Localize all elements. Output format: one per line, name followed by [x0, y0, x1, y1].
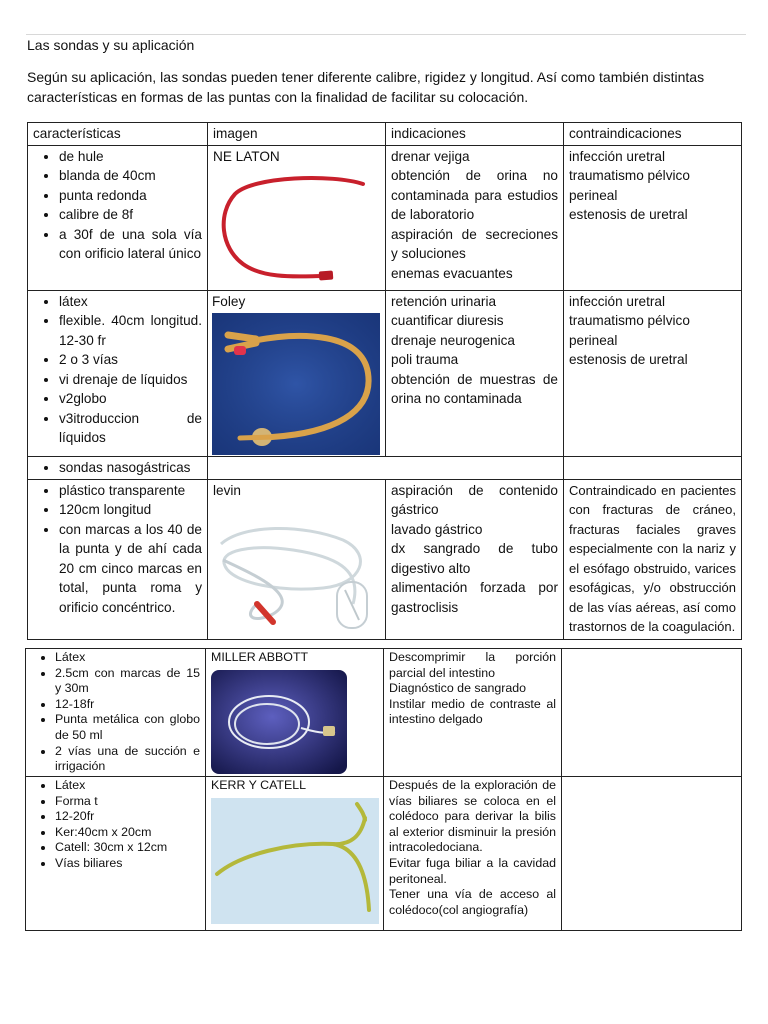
feature-item: • 2 o 3 vías [59, 350, 202, 370]
image-cell [206, 649, 384, 777]
contraindications-cell [564, 145, 742, 290]
features-cell [28, 290, 208, 457]
feature-item: • Punta metálica con globo de 50 ml [55, 712, 200, 743]
indications-cell [386, 145, 564, 290]
feature-item: • v2globo [59, 389, 202, 409]
contraindication-item: estenosis de uretral [569, 352, 688, 367]
indication-item: drenar vejiga [391, 148, 470, 164]
feature-item: • flexible. 40cm longitud. 12-30 fr [59, 311, 202, 350]
page-title: Las sondas y su aplicación [27, 37, 195, 53]
contraindication-item: traumatismo pélvico perineal [569, 313, 690, 348]
indication-item: retención urinaria [391, 293, 497, 309]
feature-item: • 120cm longitud [59, 500, 202, 520]
feature-item: • Látex [55, 650, 200, 666]
contraindication-item: infección uretral [569, 293, 665, 309]
indication-item: obtención de orina no contaminada para estudios de laboratorio [391, 168, 558, 222]
features-cell [26, 777, 206, 931]
indication-item: cuantificar diuresis [391, 313, 504, 328]
feature-item: • a 30f de una sola vía con orificio lateral único [59, 225, 202, 264]
table-row-levin [28, 479, 742, 639]
header-indications: indicaciones [386, 123, 564, 146]
feature-item: • látex [59, 292, 202, 312]
header-features: características [28, 123, 208, 146]
indication-item: Instilar medio de contraste al intestino delgado [389, 696, 556, 727]
header-contraindications: contraindicaciones [564, 123, 742, 146]
table-row-section [28, 457, 742, 480]
contraindications-cell [562, 649, 742, 777]
image-title: levin [213, 482, 241, 498]
feature-item: • Catell: 30cm x 12cm [55, 840, 200, 856]
feature-item: • 2 vías una de succión e irrigación [55, 744, 200, 775]
image-title: KERR Y CATELL [211, 778, 307, 792]
header-image: imagen [208, 123, 386, 146]
image-title: MILLER ABBOTT [211, 650, 309, 664]
feature-item: • blanda de 40cm [59, 166, 202, 186]
feature-item: • con marcas a los 40 de la punta y de ahí cada 20 cm cinco marcas en total, punta roma y orificio concéntrico. [59, 520, 202, 618]
contraindications-cell: Contraindicado en pacientes con fracturas de cráneo, fracturas faciales graves especialmente con la nariz y el esófago obstruido, varices esofágicas, y/o obstrucción de las vías aéreas, así como trastornos de la coagulación. [564, 479, 742, 639]
feature-item: • calibre de 8f [59, 205, 202, 225]
image-title: Foley [212, 293, 246, 309]
features-cell [28, 145, 208, 290]
feature-item: • punta redonda [59, 186, 202, 206]
intro-paragraph: Según su aplicación, las sondas pueden tener diferente calibre, rigidez y longitud. Así como también distintas características en formas de las puntas con la finalidad de facilitar su colocación. [27, 69, 705, 105]
contraindications-cell [564, 290, 742, 457]
feature-item: • Látex [55, 778, 200, 794]
feature-item: • 2.5cm con marcas de 15 y 30m [55, 666, 200, 697]
indication-item: alimentación forzada por gastroclisis [391, 580, 558, 615]
table-row-foley [28, 290, 742, 457]
kerr-t-tube-image [211, 798, 379, 924]
indication-item: Después de la exploración de vías biliares se coloca en el colédoco para derivar la bilis al exterior disminuir la presión intracoledociana. [389, 778, 556, 855]
image-cell [208, 479, 386, 639]
feature-item: • Forma t [55, 794, 200, 810]
image-title: NE LATON [213, 148, 280, 164]
indication-item: obtención de muestras de orina no contaminada [391, 371, 558, 406]
table-row-miller-abbott [26, 649, 742, 777]
image-cell [206, 777, 384, 931]
feature-item: • Vías biliares [55, 856, 200, 872]
features-cell [26, 649, 206, 777]
miller-abbott-tube-image [211, 670, 347, 774]
contraindication-item: estenosis de uretral [569, 207, 688, 222]
contraindications-cell [562, 777, 742, 931]
table-header-row [28, 123, 742, 146]
nelaton-catheter-image [213, 170, 379, 288]
indication-item: Tener una vía de acceso al colédoco(col angiografía) [389, 887, 556, 917]
section-label: • sondas nasogástricas [59, 458, 202, 478]
table-row-nelaton [28, 145, 742, 290]
feature-item: • Ker:40cm x 20cm [55, 825, 200, 841]
table-row-kerr-catell [26, 777, 742, 931]
image-cell [208, 290, 386, 457]
indication-item: Descomprimir la porción parcial del intestino [389, 650, 556, 680]
indications-cell [386, 290, 564, 457]
indications-cell [384, 777, 562, 931]
feature-item: • vi drenaje de líquidos [59, 370, 202, 390]
indication-item: dx sangrado de tubo digestivo alto [391, 541, 558, 576]
indication-item: poli trauma [391, 352, 459, 367]
indication-item: aspiración de contenido gástrico [391, 482, 558, 517]
indication-item: Evitar fuga biliar a la cavidad peritoneal. [389, 855, 556, 886]
top-rule [26, 34, 746, 35]
feature-item: • de hule [59, 147, 202, 167]
catheter-table-1 [27, 122, 742, 640]
contraindication-item: infección uretral [569, 148, 665, 164]
image-cell [208, 145, 386, 290]
foley-catheter-image [212, 313, 380, 455]
section-cell [28, 457, 208, 480]
indication-item: aspiración de secreciones y soluciones [391, 226, 558, 261]
indication-item: enemas evacuantes [391, 265, 513, 281]
indications-cell [386, 479, 564, 639]
indication-item: lavado gástrico [391, 521, 483, 537]
feature-item: • 12-20fr [55, 809, 200, 825]
feature-item: • v3itroduccion de líquidos [59, 409, 202, 448]
indication-item: drenaje neurogenica [391, 332, 515, 348]
contraindication-item: traumatismo pélvico perineal [569, 168, 690, 203]
levin-tube-image [213, 504, 379, 636]
indication-item: Diagnóstico de sangrado [389, 681, 527, 696]
feature-item: • 12-18fr [55, 697, 200, 713]
catheter-table-2 [25, 648, 742, 931]
indications-cell [384, 649, 562, 777]
feature-item: • plástico transparente [59, 481, 202, 501]
features-cell [28, 479, 208, 639]
